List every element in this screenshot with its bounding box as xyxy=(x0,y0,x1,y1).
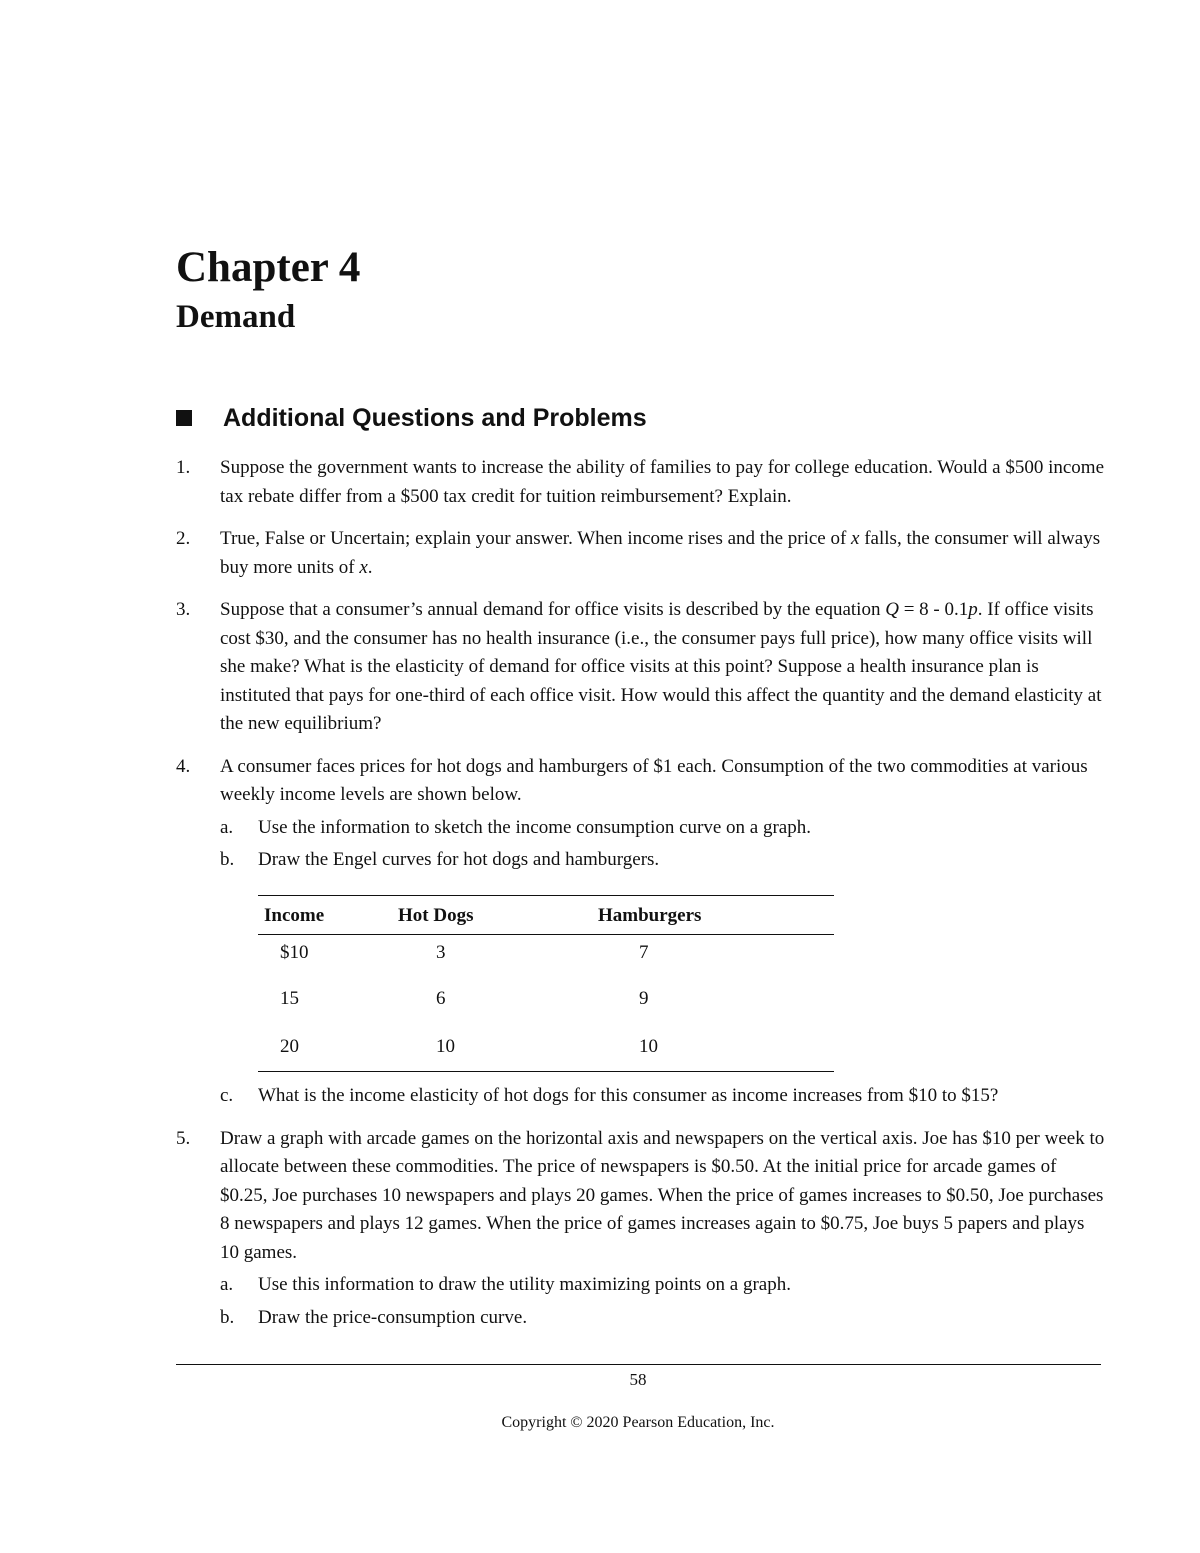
question-3 xyxy=(176,596,1106,739)
question-text xyxy=(220,596,1106,739)
question-text-part: Suppose that a consumer’s annual demand for office visits is described by the equation xyxy=(220,599,886,620)
subitem-c xyxy=(220,1082,1106,1111)
question-text-part: falls, the consumer will always buy more units of xyxy=(220,528,1101,578)
column-header-income: Income xyxy=(258,895,394,935)
question-text: A consumer faces prices for hot dogs and hamburgers of $1 each. Consumption of the two commodities at various weekly income levels are shown below. xyxy=(220,755,1088,805)
question-number: 3. xyxy=(176,599,191,620)
table-cell: 7 xyxy=(639,942,649,963)
question-text-part: . xyxy=(367,556,373,578)
table-cell: 10 xyxy=(394,1025,551,1072)
square-bullet-icon xyxy=(176,410,192,426)
equation-part: = 8 - 0.1 xyxy=(898,599,969,620)
section-heading xyxy=(176,398,647,438)
subitem-a xyxy=(220,1271,1106,1300)
table-cell: 20 xyxy=(258,1025,394,1072)
question-number: 4. xyxy=(176,755,191,777)
subitem-b xyxy=(220,1304,1106,1333)
variable-q: Q xyxy=(885,599,899,620)
table-cell: 10 xyxy=(551,1025,834,1072)
page-number: 58 xyxy=(629,1370,647,1389)
question-text: Draw a graph with arcade games on the horizontal axis and newspapers on the vertical axis. Joe has $10 per week to allocate between these commodities. The price of newspapers is $0.50. At the initial price for arcade games of $0.25, Joe purchases 10 newspapers and plays 20 games. When the price of games increases to $0.50, Joe purchases 8 newspapers and plays 12 games. When the price of games increases again to $0.75, Joe buys 5 papers and plays 10 games. xyxy=(220,1127,1105,1263)
table-row xyxy=(258,935,834,974)
table-cell: 9 xyxy=(639,987,649,1009)
table-row xyxy=(258,973,834,1025)
subitem-letter: a. xyxy=(220,1274,234,1295)
subitem-text: What is the income elasticity of hot dogs for this consumer as income increases from $10 to $15? xyxy=(258,1085,999,1106)
section-heading-text: Additional Questions and Problems xyxy=(223,404,647,432)
subitem-text: Use the information to sketch the income consumption curve on a graph. xyxy=(258,816,811,838)
variable-x: x xyxy=(359,556,368,578)
question-list xyxy=(176,454,1106,1346)
table-cell: 3 xyxy=(436,942,446,963)
table-row xyxy=(258,1025,834,1072)
question-4 xyxy=(176,753,1106,1111)
question-text-part: True, False or Uncertain; explain your answer. When income rises and the price of xyxy=(220,528,852,549)
subitem-text: Draw the price-consumption curve. xyxy=(258,1306,528,1328)
subitem-b xyxy=(220,846,1106,875)
subitem-letter: b. xyxy=(220,1306,235,1328)
question-1 xyxy=(176,454,1106,511)
income-consumption-table xyxy=(258,895,834,1073)
question-number: 1. xyxy=(176,457,191,478)
chapter-title: Chapter 4 xyxy=(176,244,361,291)
question-text: Suppose the government wants to increase the ability of families to pay for college education. Would a $500 income tax rebate differ from a $500 tax credit for tuition reimbursement? Explain. xyxy=(220,457,1105,507)
question-number: 2. xyxy=(176,528,191,549)
subitem-text: Draw the Engel curves for hot dogs and hamburgers. xyxy=(258,849,660,870)
footer-divider xyxy=(176,1364,1101,1365)
variable-x: x xyxy=(851,528,860,549)
column-header-hamburgers: Hamburgers xyxy=(551,895,834,935)
table-cell: 6 xyxy=(436,987,446,1009)
subitem-text: Use this information to draw the utility maximizing points on a graph. xyxy=(258,1274,791,1295)
variable-p: p xyxy=(968,599,978,620)
question-2 xyxy=(176,525,1106,582)
question-number: 5. xyxy=(176,1127,191,1149)
subitem-letter: b. xyxy=(220,849,235,870)
chapter-subtitle: Demand xyxy=(176,299,296,335)
subitem-a xyxy=(220,814,1106,843)
question-text-part: . If office visits cost $30, and the consumer has no health insurance (i.e., the consumer pays full price), how many office visits will she make? What is the elasticity of demand for office visits at this point? Suppose a health insurance plan is instituted that pays for one-third of each office visit. How would this affect the quantity and the demand elasticity at the new equilibrium? xyxy=(220,599,1102,734)
question-text xyxy=(220,525,1106,582)
table-header-row xyxy=(258,895,834,935)
subitem-letter: c. xyxy=(220,1085,234,1106)
subitem-letter: a. xyxy=(220,816,234,838)
copyright-notice: Copyright © 2020 Pearson Education, Inc. xyxy=(501,1414,775,1431)
table-cell: $10 xyxy=(280,942,309,963)
column-header-hot-dogs: Hot Dogs xyxy=(394,895,551,935)
table-cell: 15 xyxy=(280,987,299,1009)
question-5 xyxy=(176,1125,1106,1333)
